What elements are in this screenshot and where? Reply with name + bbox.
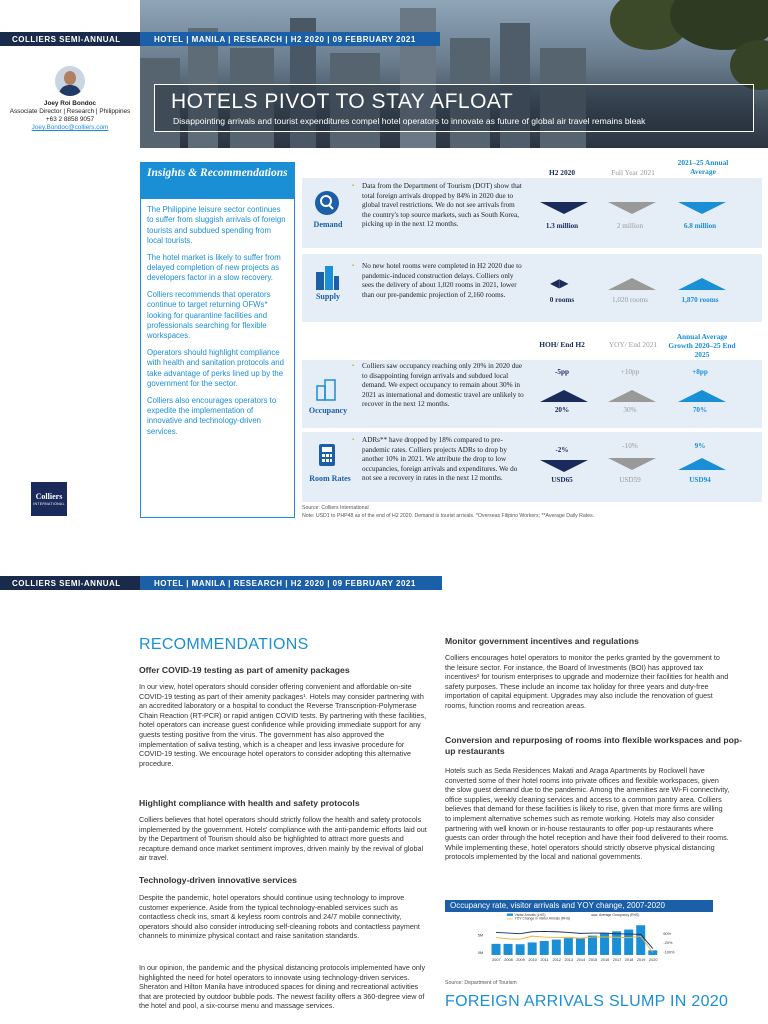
room-rates-value: USD59 bbox=[619, 476, 641, 484]
room-rates-text: ▪ ADRs** have dropped by 18% compared to pre-pandemic rates. Colliers projects ADRs to drop by another 10% in 2021. We attribute the drop to low occupancies, foreign arrivals and expenditures. We do not see a recovery in rates in the next 12 months. bbox=[350, 436, 525, 484]
page-subtitle: Disappointing arrivals and tourist expenditures compel hotel operators to innovate as future of global air travel remains bleak bbox=[173, 116, 646, 126]
table-source: Source: Colliers International bbox=[302, 505, 369, 511]
y-left-tick: 5M bbox=[477, 933, 484, 938]
demand-trend-down bbox=[608, 202, 656, 214]
room-rates-value: USD65 bbox=[551, 476, 573, 484]
occupancy-value: 30% bbox=[623, 406, 637, 414]
health-text: Colliers believes that hotel operators should strictly follow the health and safety protocols implemented by the government. Hotels' compliance with the anti-pandemic efforts laid out by the Department of Tourism should also be highlighted to attract more guests and recapture demand once market sentiment improves, driven mainly by the revival of global air travel. bbox=[139, 815, 427, 863]
x-tick-label: 2015 bbox=[588, 958, 598, 963]
occupancy-value: 20% bbox=[554, 406, 570, 414]
banner-image bbox=[140, 0, 768, 148]
insight-point: Operators should highlight compliance with health and sanitation protocols and take advantage of perks lined up by the government for the sector. bbox=[147, 347, 284, 389]
arrivals-bar bbox=[552, 940, 561, 955]
room-rates-trend-up bbox=[678, 458, 726, 470]
report-meta: HOTEL | MANILA | RESEARCH | H2 2020 | 09 FEBRUARY 2021 bbox=[140, 32, 440, 46]
supply-trend-up bbox=[678, 278, 726, 290]
occupancy-change: -5pp bbox=[555, 368, 569, 376]
arrivals-bar bbox=[504, 944, 513, 955]
supply-value: 0 rooms bbox=[549, 296, 575, 304]
arrivals-bar bbox=[588, 936, 597, 955]
room-rates-trend-down bbox=[540, 460, 588, 472]
chart-title: Occupancy rate, visitor arrivals and YOY change, 2007-2020 bbox=[445, 900, 713, 912]
tech-heading: Technology-driven innovative services bbox=[139, 875, 297, 885]
chart-source: Source: Department of Tourism bbox=[445, 980, 517, 986]
insights-heading: Insights & Recommendations bbox=[141, 163, 294, 199]
calculator-icon bbox=[314, 442, 340, 468]
arrivals-bar bbox=[576, 938, 585, 955]
insight-point: Colliers also encourages operators to expedite the implementation of innovative and technology-driven services. bbox=[147, 395, 277, 436]
occupancy-row bbox=[302, 360, 762, 428]
title-box bbox=[154, 84, 754, 132]
insight-point: Colliers recommends that operators continue to target returning OFWs* looking for quarantine facilities and professionals searching for flexible workspaces. bbox=[147, 289, 271, 341]
col-header-hoh: HOH/ End H2 bbox=[539, 340, 585, 349]
conversion-text: Hotels such as Seda Residences Makati and Araga Apartments by Rockwell have converted some of their hotel rooms into private offices and flexible workspaces, given the slow guest demand due to the pandemic. Among the amenities are Wi-Fi connectivity, office supplies, weekly cleaning services and access to a common pantry area. Colliers believes that demand for these facilities is likely to rise, given that more firms are willing to implement alternative schemes such as remote working. Hotels may also consider partnering with well known or in-house restaurants to offer pop-up restaurants where guests can order through the hotel reception and have their food delivered to their rooms. While implementing these, hotel operators should strictly observe physical distancing protocols implemented by the local and national governments. bbox=[445, 766, 730, 862]
y-right-tick: -100% bbox=[663, 950, 675, 955]
x-tick-label: 2019 bbox=[636, 958, 646, 963]
occupancy-trend-up bbox=[608, 390, 656, 402]
covid-heading: Offer COVID-19 testing as part of amenity packages bbox=[139, 665, 350, 675]
foreign-arrivals-heading: FOREIGN ARRIVALS SLUMP IN 2020 bbox=[445, 993, 729, 1010]
demand-label: Demand bbox=[313, 220, 343, 229]
arrivals-bar bbox=[648, 950, 657, 955]
recommendations-heading: RECOMMENDATIONS bbox=[139, 636, 309, 653]
author-role: Associate Director | Research | Philippines bbox=[9, 108, 131, 115]
health-heading: Highlight compliance with health and safety protocols bbox=[139, 798, 360, 808]
y-right-tick: -20% bbox=[663, 941, 673, 946]
x-tick-label: 2016 bbox=[600, 958, 610, 963]
demand-value: 2 million bbox=[616, 222, 644, 230]
x-tick-label: 2018 bbox=[624, 958, 634, 963]
room-rates-label: Room Rates bbox=[309, 474, 351, 483]
tech-text: Despite the pandemic, hotel operators should continue using technology to improve customer experience. Aside from the typical technology-enabled services such as contactless check ins, smart & keyless room controls and 24/7 mobile connectivity, operators should also consider introducing self-cleaning robots and contactless payment channels to minimize physical contact and raise sanitation standards. bbox=[139, 893, 420, 941]
legend-occupancy: Average Occupancy (RHS) bbox=[598, 912, 640, 917]
occupancy-trend-up bbox=[678, 390, 726, 402]
occupancy-value: 70% bbox=[692, 406, 708, 414]
x-tick-label: 2010 bbox=[528, 958, 537, 963]
room-rates-change: 9% bbox=[694, 442, 706, 450]
arrivals-bar bbox=[492, 944, 501, 955]
col-header-yoy: YOY/ End 2021 bbox=[608, 340, 658, 349]
arrivals-bar bbox=[624, 930, 633, 955]
supply-trend-flat: ◀▶ bbox=[550, 276, 569, 290]
author-email[interactable]: Joey.Bondoc@colliers.com bbox=[31, 124, 109, 131]
arrivals-bar bbox=[564, 938, 573, 955]
insight-point: The hotel market is likely to suffer from delayed completion of new projects as developers factor in a slow recovery. bbox=[147, 252, 281, 283]
col-header-growth: Annual Average Growth 2020–25 End 2025 bbox=[668, 332, 736, 359]
tech-text-2: In our opinion, the pandemic and the physical distancing protocols implemented have only highlighted the need for hotel operators to innovate using technology-driven services. Sheraton and Hilton Manila have introduced spaces for dining and recreational activities that are protected by outdoor bubble pods. The newest facility offers a 360-degree view of the hotel and pool, a six-course menu and massage services. bbox=[139, 963, 426, 1011]
supply-value: 1,020 rooms bbox=[612, 296, 648, 304]
x-tick-label: 2013 bbox=[564, 958, 574, 963]
col-header-annual-avg: 2021–25 Annual Average bbox=[677, 158, 729, 176]
supply-text: ▪ No new hotel rooms were completed in H2 2020 due to pandemic-induced construction delays. Colliers only sees the delivery of about 1,020 rooms in 2021, lower than our pre-pandemic projection of 2,160 rooms. bbox=[350, 262, 525, 300]
occupancy-text: ▪ Colliers saw occupancy reaching only 20% in 2020 due to disappointing foreign arrivals and subdued local demand. We expect occupancy to remain about 30% in 2021 as international and domestic travel are unlikely to recover in the next 12 months. bbox=[350, 362, 525, 410]
arrivals-bar bbox=[612, 931, 621, 955]
insights-panel bbox=[140, 162, 295, 518]
x-tick-label: 2014 bbox=[576, 958, 586, 963]
arrivals-bar bbox=[528, 942, 537, 955]
brand-strip: COLLIERS SEMI-ANNUAL bbox=[0, 32, 140, 46]
supply-trend-up bbox=[608, 278, 656, 290]
avatar bbox=[55, 66, 85, 96]
buildings-icon bbox=[314, 264, 340, 290]
room-rates-trend-down bbox=[608, 458, 656, 470]
room-rates-change: -2% bbox=[555, 446, 569, 454]
y-left-tick: 0M bbox=[477, 951, 484, 956]
demand-value: 1.3 million bbox=[545, 222, 579, 230]
demand-trend-down bbox=[678, 202, 726, 214]
x-tick-label: 2017 bbox=[612, 958, 622, 963]
supply-label: Supply bbox=[315, 292, 341, 301]
demand-trend-down bbox=[540, 202, 588, 214]
arrivals-bar bbox=[540, 941, 549, 955]
legend-yoy: YOY Change in Visitor Arrivals (RHS) bbox=[514, 916, 571, 921]
x-tick-label: 2011 bbox=[540, 958, 549, 963]
x-tick-label: 2020 bbox=[648, 958, 658, 963]
arrivals-bar bbox=[516, 944, 525, 955]
legend-arrivals: Visitor Arrivals (LHS) bbox=[514, 912, 546, 917]
gov-heading: Monitor government incentives and regulations bbox=[445, 636, 639, 646]
room-rates-change: -10% bbox=[622, 442, 638, 450]
occupancy-trend-up bbox=[540, 390, 588, 402]
page-title: HOTELS PIVOT TO STAY AFLOAT bbox=[171, 90, 514, 113]
occupancy-icon bbox=[314, 376, 340, 402]
author-phone: +63 2 8858 9057 bbox=[45, 116, 95, 123]
author-name: Joey Roi Bondoc bbox=[43, 100, 97, 107]
table-note: Note: USD1 to PHP48 as of the end of H2 2020. Demand is tourist arrivals. *Overseas Filipino Workers; **Average Daily Rates. bbox=[302, 513, 595, 519]
colliers-logo: Colliers INTERNATIONAL bbox=[31, 482, 67, 516]
x-tick-label: 2012 bbox=[552, 958, 561, 963]
supply-value: 1,870 rooms bbox=[681, 296, 719, 304]
search-icon bbox=[314, 190, 340, 216]
report-meta-2: HOTEL | MANILA | RESEARCH | H2 2020 | 09 FEBRUARY 2021 bbox=[140, 576, 442, 590]
occupancy-label: Occupancy bbox=[308, 406, 348, 415]
room-rates-value: USD94 bbox=[689, 476, 711, 484]
gov-text: Colliers encourages hotel operators to monitor the perks granted by the government to the leisure sector. For instance, the Board of Investments (BOI) has approved tax incentives² for tourism enterprises to upgrade and modernize their facilities for health and safety purposes. These include an income tax holiday for three years and duty-free importation of capital equipment. Upgrades may also include the renovation of guest rooms, function rooms and recreation areas. bbox=[445, 653, 729, 710]
demand-row bbox=[302, 178, 762, 248]
demand-value: 6.8 million bbox=[683, 222, 717, 230]
covid-text: In our view, hotel operators should consider offering convenient and affordable on-site COVID-19 testing as part of their amenity packages¹. Hotels may consider partnering with an accredited laboratory or a hospital to conduct the Reverse Transcription-Polymerase Chain Reaction (RT-PCR) or rapid antigen COVID tests. By partnering with these facilities, hotel operators can increase guest confidence while providing immediate support for any guests testing positive from the virus. The government has also approved the implementation of saliva testing, which is a cheaper and less invasive procedure for COVID-19 testing. We encourage hotel operators to consider adopting this alternative procedure. bbox=[139, 682, 427, 768]
conversion-heading: Conversion and repurposing of rooms into flexible workspaces and pop-up restaurants bbox=[445, 735, 743, 756]
author-block bbox=[0, 66, 140, 132]
occupancy-change: +8pp bbox=[692, 368, 708, 376]
col-header-h2-2020: H2 2020 bbox=[548, 168, 576, 177]
occupancy-change: +10pp bbox=[620, 368, 640, 376]
arrivals-chart bbox=[445, 912, 713, 978]
brand-strip-2: COLLIERS SEMI-ANNUAL bbox=[0, 576, 140, 590]
room-rates-row bbox=[302, 432, 762, 502]
y-right-tick: 60% bbox=[663, 932, 672, 937]
x-tick-label: 2009 bbox=[516, 958, 525, 963]
demand-text: ▪ Data from the Department of Tourism (DOT) show that total foreign arrivals dropped by 84% in 2020 due to global travel restrictions. We do not see arrivals from the country's top source markets, such as South Korea, picking up in the next 12 months. bbox=[350, 182, 525, 230]
col-header-full-year: Full Year 2021 bbox=[611, 168, 655, 177]
insight-point: The Philippine leisure sector continues to suffer from sluggish arrivals of foreign tourists and subdued spending from local tourists. bbox=[147, 205, 286, 246]
x-tick-label: 2007 bbox=[492, 958, 501, 963]
supply-row bbox=[302, 254, 762, 322]
x-tick-label: 2008 bbox=[504, 958, 513, 963]
